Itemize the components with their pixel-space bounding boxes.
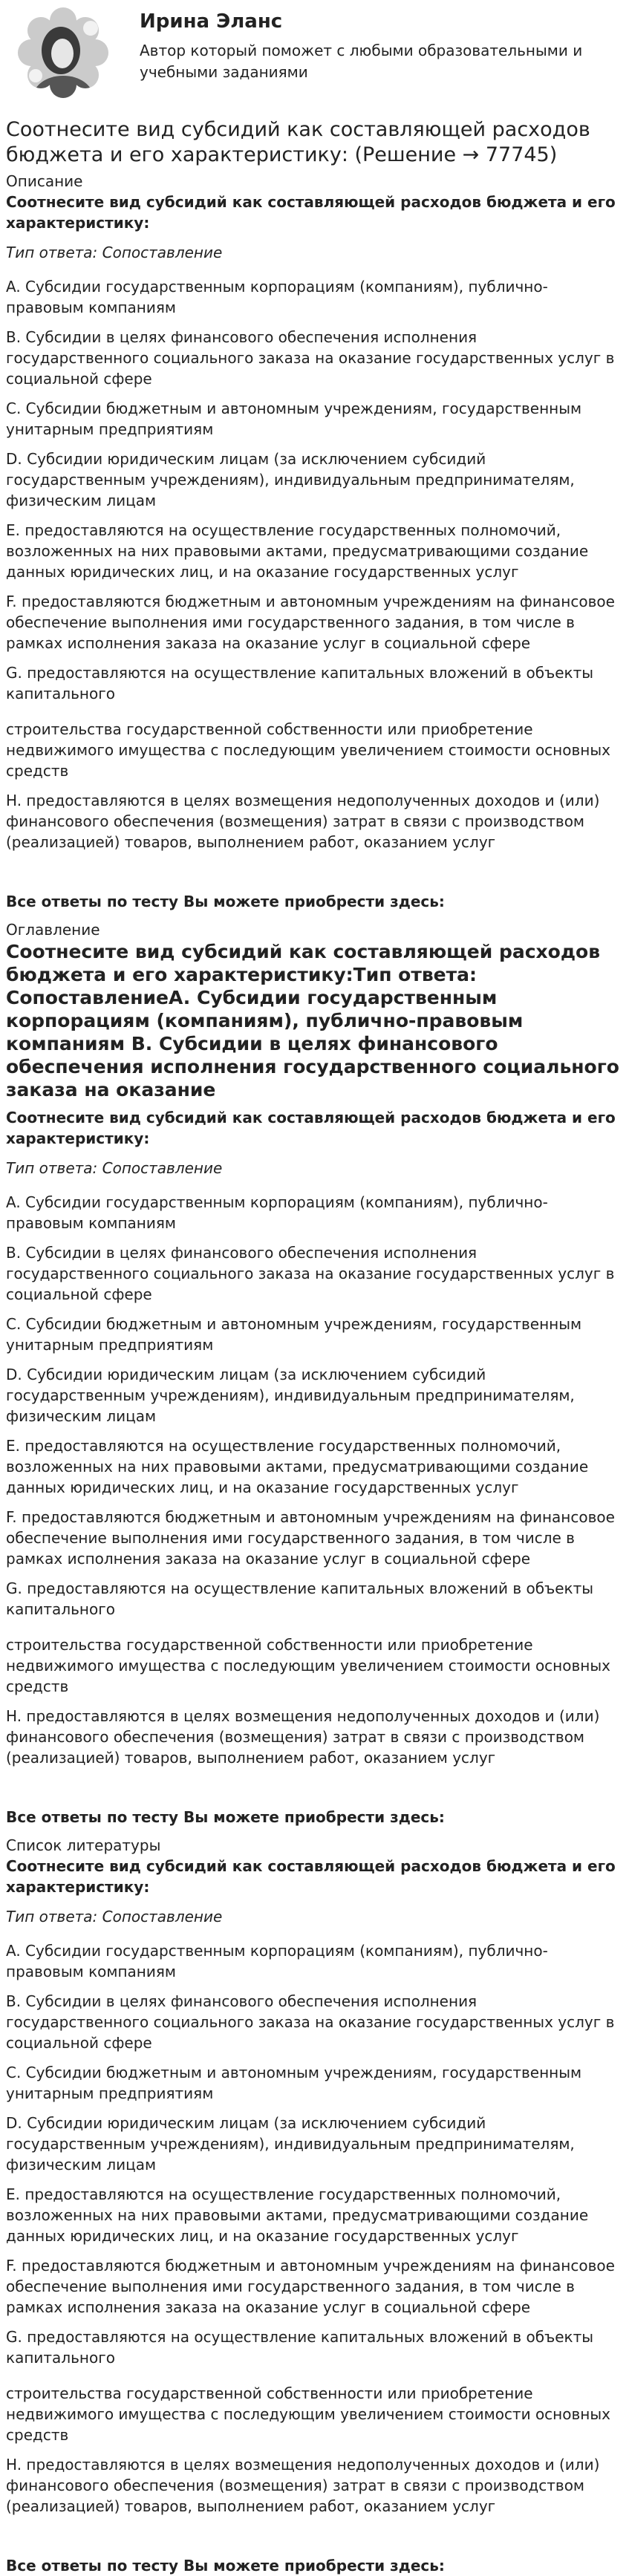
section-label-toc: Оглавление (6, 921, 100, 939)
answer-item: D. Субсидии юридическим лицам (за исключением субсидий государственным учреждениям), индивидуальным предпринимателям, физическим лицам (6, 1366, 575, 1425)
answer-item: F. предоставляются бюджетным и автономным учреждениям на финансовое обеспечение выполнения ими государственного задания, в том числе в рамках исполнения заказа на оказание услуг в социальной сфере (6, 1508, 615, 1568)
answer-item: E. предоставляются на осуществление государственных полномочий, возложенных на них правовыми актами, предусматривающими создание данных юридических лиц, и на оказание государственных услуг (6, 2185, 589, 2245)
answer-item: G. предоставляются на осуществление капитальных вложений в объекты капитального (6, 1579, 594, 1618)
answer-item: B. Субсидии в целях финансового обеспечения исполнения государственного социального заказа на оказание государственных услуг в социальной сфере (6, 1992, 615, 2052)
buy-link-text[interactable]: Все ответы по тесту Вы можете приобрести здесь: (6, 893, 445, 910)
answer-item: A. Субсидии государственным корпорациям (компаниям), публично-правовым компаниям (6, 1942, 548, 1980)
answer-type: Тип ответа: Сопоставление (6, 244, 223, 261)
question-title: Соотнесите вид субсидий как составляющей расходов бюджета и его характеристику: (6, 1857, 616, 1896)
section-label-description: Описание (6, 172, 83, 190)
buy-link-text[interactable]: Все ответы по тесту Вы можете приобрести здесь: (6, 2557, 445, 2575)
answer-item: C. Субсидии бюджетным и автономным учреждениям, государственным унитарным предприятиям (6, 400, 582, 438)
answer-item: E. предоставляются на осуществление государственных полномочий, возложенных на них правовыми актами, предусматривающими создание данных юридических лиц, и на оказание государственных услуг (6, 1437, 589, 1496)
answer-item: D. Субсидии юридическим лицам (за исключением субсидий государственным учреждениям), индивидуальным предпринимателям, физическим лицам (6, 2114, 575, 2174)
author-avatar (7, 7, 119, 98)
answer-item: C. Субсидии бюджетным и автономным учреждениям, государственным унитарным предприятиям (6, 1315, 582, 1354)
answer-type: Тип ответа: Сопоставление (6, 1159, 223, 1177)
answer-item: A. Субсидии государственным корпорациям (компаниям), публично-правовым компаниям (6, 1193, 548, 1232)
toc-heading: Соотнесите вид субсидий как составляющей расходов бюджета и его характеристику:Тип ответа: СопоставлениеA. Субсидии государственным корпорациям (компаниям), публично-правовым компаниям B. Субсидии в целях финансового обеспечения исполнения государственного социального заказа на оказание (6, 941, 619, 1100)
answer-type: Тип ответа: Сопоставление (6, 1908, 223, 1926)
answer-item: строительства государственной собственности или приобретение недвижимого имущества с последующим увеличением стоимости основных средств (6, 1636, 610, 1695)
answer-item: B. Субсидии в целях финансового обеспечения исполнения государственного социального заказа на оказание государственных услуг в социальной сфере (6, 1244, 615, 1303)
answer-item: E. предоставляются на осуществление государственных полномочий, возложенных на них правовыми актами, предусматривающими создание данных юридических лиц, и на оказание государственных услуг (6, 521, 589, 581)
author-description: Автор который поможет с любыми образовательными и учебными заданиями (140, 42, 583, 81)
answer-item: F. предоставляются бюджетным и автономным учреждениям на финансовое обеспечение выполнения ими государственного задания, в том числе в рамках исполнения заказа на оказание услуг в социальной сфере (6, 2257, 615, 2316)
answer-item: C. Субсидии бюджетным и автономным учреждениям, государственным унитарным предприятиям (6, 2064, 582, 2102)
page-title: Соотнесите вид субсидий как составляющей расходов бюджета и его характеристику: (Решение → 77745) (6, 118, 590, 166)
answer-item: H. предоставляются в целях возмещения недополученных доходов и (или) финансового обеспечения (возмещения) затрат в связи с производством (реализацией) товаров, выполнением работ, оказанием услуг (6, 792, 600, 851)
answer-item: G. предоставляются на осуществление капитальных вложений в объекты капитального (6, 664, 594, 702)
question-title: Соотнесите вид субсидий как составляющей расходов бюджета и его характеристику: (6, 1109, 616, 1147)
answer-item: строительства государственной собственности или приобретение недвижимого имущества с последующим увеличением стоимости основных средств (6, 720, 610, 780)
answer-item: B. Субсидии в целях финансового обеспечения исполнения государственного социального заказа на оказание государственных услуг в социальной сфере (6, 328, 615, 388)
author-block (6, 7, 622, 111)
answer-item: G. предоставляются на осуществление капитальных вложений в объекты капитального (6, 2328, 594, 2367)
buy-link-text[interactable]: Все ответы по тесту Вы можете приобрести здесь: (6, 1808, 445, 1826)
author-name[interactable]: Ирина Эланс (140, 10, 283, 33)
question-title: Соотнесите вид субсидий как составляющей расходов бюджета и его характеристику: (6, 193, 616, 232)
answer-item: F. предоставляются бюджетным и автономным учреждениям на финансовое обеспечение выполнения ими государственного задания, в том числе в рамках исполнения заказа на оказание услуг в социальной сфере (6, 593, 615, 652)
section-label-literature: Список литературы (6, 1836, 161, 1854)
answer-item: H. предоставляются в целях возмещения недополученных доходов и (или) финансового обеспечения (возмещения) затрат в связи с производством (реализацией) товаров, выполнением работ, оказанием услуг (6, 2456, 600, 2515)
answer-item: A. Субсидии государственным корпорациям (компаниям), публично-правовым компаниям (6, 278, 548, 316)
answer-item: D. Субсидии юридическим лицам (за исключением субсидий государственным учреждениям), индивидуальным предпринимателям, физическим лицам (6, 450, 575, 509)
answer-item: строительства государственной собственности или приобретение недвижимого имущества с последующим увеличением стоимости основных средств (6, 2384, 610, 2444)
answer-item: H. предоставляются в целях возмещения недополученных доходов и (или) финансового обеспечения (возмещения) затрат в связи с производством (реализацией) товаров, выполнением работ, оказанием услуг (6, 1707, 600, 1767)
